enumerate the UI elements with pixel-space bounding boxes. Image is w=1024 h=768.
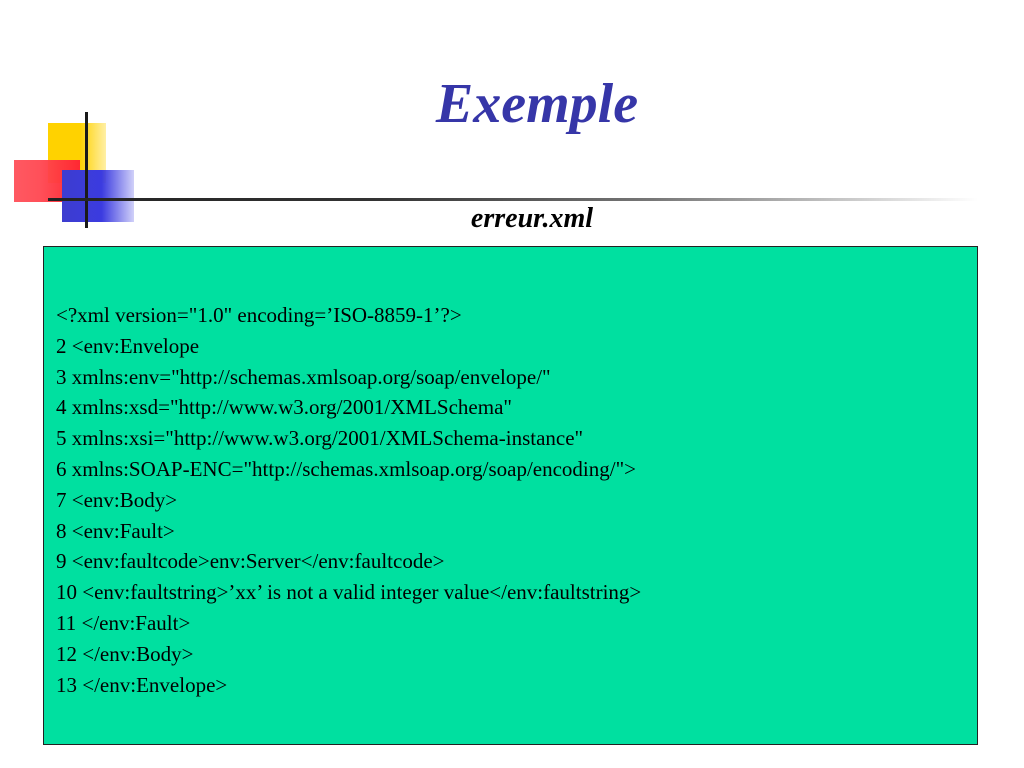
code-line: 11 </env:Fault>: [56, 610, 191, 635]
code-line: 12 </env:Body>: [56, 641, 194, 666]
code-listing: [43, 246, 978, 745]
code-line: 7 <env:Body>: [56, 487, 178, 512]
horizontal-rule-decoration: [48, 198, 978, 201]
code-line: 10 <env:faultstring>’xx’ is not a valid integer value</env:faultstring>: [56, 580, 642, 605]
code-line: <?xml version="1.0" encoding=’ISO-8859-1’?>: [56, 303, 462, 327]
code-line: 3 xmlns:env="http://schemas.xmlsoap.org/soap/envelope/": [56, 364, 551, 389]
slide-subtitle: erreur.xml: [470, 203, 594, 234]
code-line: 4 xmlns:xsd="http://www.w3.org/2001/XMLSchema": [56, 395, 512, 420]
code-line: 2 <env:Envelope: [56, 333, 200, 358]
code-line: 6 xmlns:SOAP-ENC="http://schemas.xmlsoap.org/soap/encoding/">: [56, 456, 637, 481]
code-line: 5 xmlns:xsi="http://www.w3.org/2001/XMLSchema-instance": [56, 426, 584, 451]
code-line: 8 <env:Fault>: [56, 518, 175, 543]
code-line: 13 </env:Envelope>: [56, 672, 228, 697]
slide-title: Exemple: [435, 73, 639, 135]
code-line: 9 <env:faultcode>env:Server</env:faultcode>: [56, 549, 445, 574]
